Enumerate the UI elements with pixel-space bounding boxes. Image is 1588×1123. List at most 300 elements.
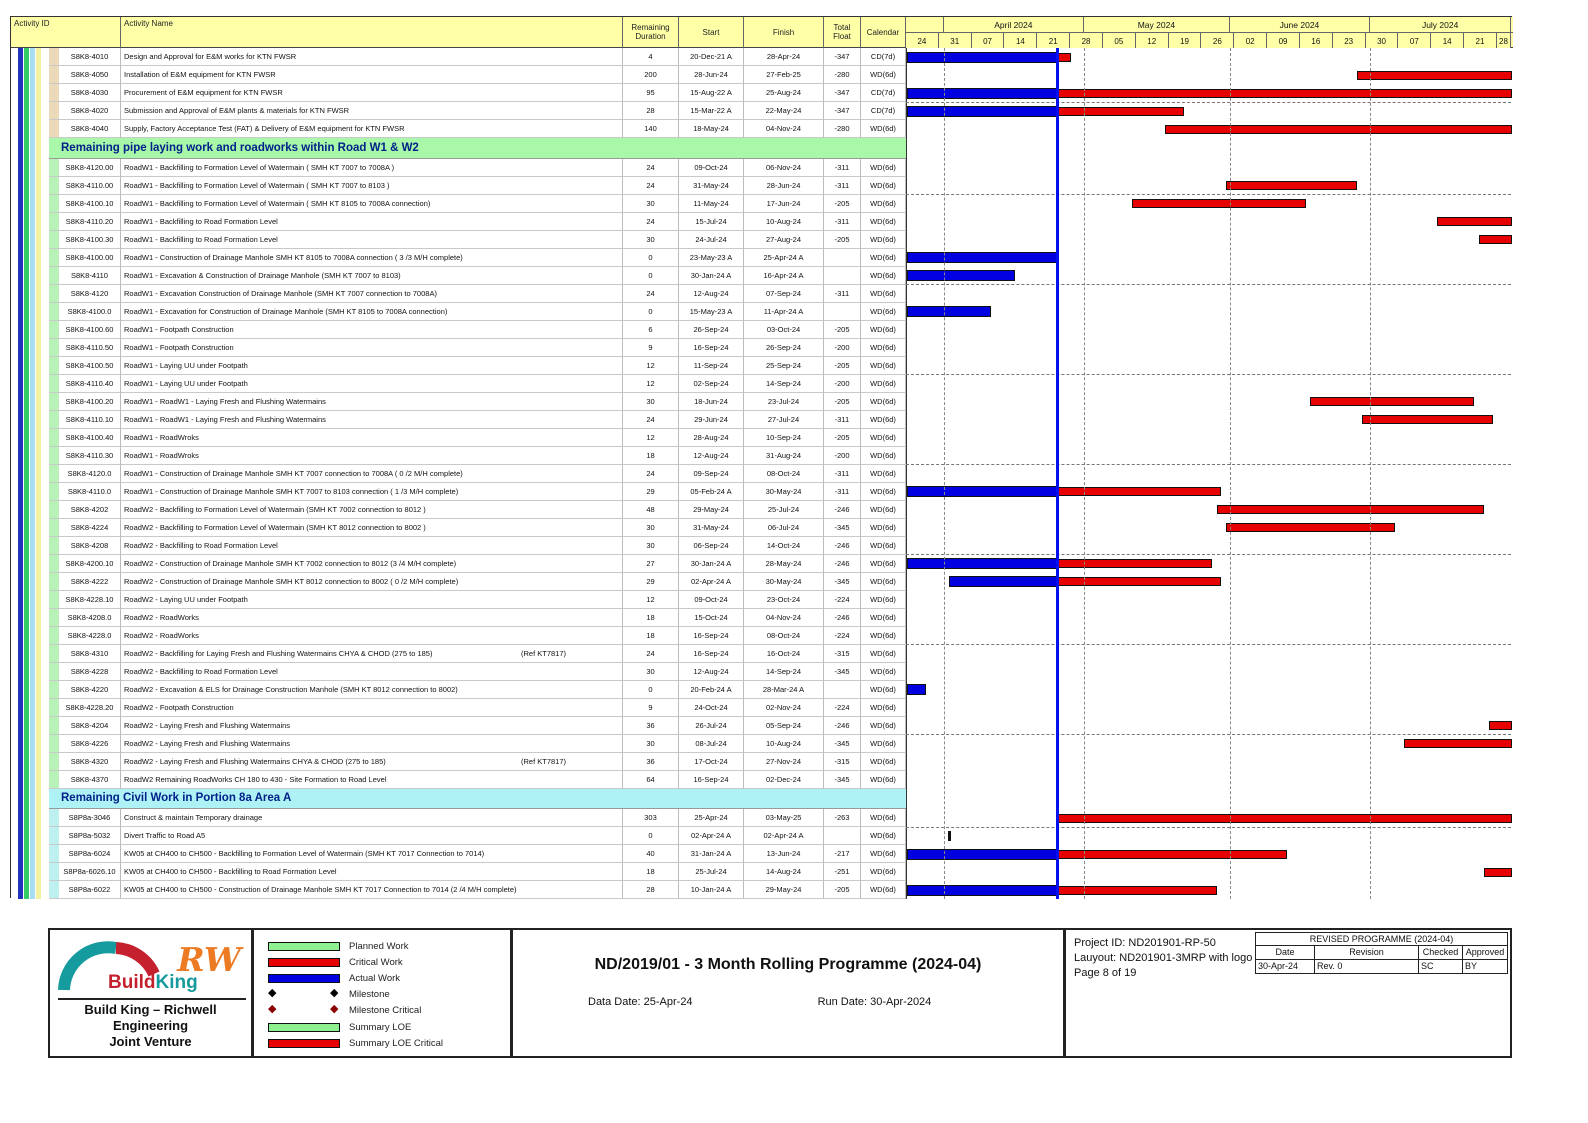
gantt-bar-critical [1310, 397, 1474, 406]
activity-id-cell: S8K8-4228 [59, 663, 121, 681]
wbs-section-stripe [49, 681, 59, 699]
total-float-cell: -224 [824, 591, 861, 609]
gantt-lane [906, 48, 1513, 66]
gantt-lane [906, 321, 1513, 339]
gantt-lane [906, 303, 1513, 321]
activity-name-cell: RoadW2 - Backfilling to Road Formation Level [121, 663, 623, 681]
gantt-lane [906, 845, 1513, 863]
wbs-gutter [11, 213, 49, 231]
activity-name-cell: RoadW1 - RoadW1 - Laying Fresh and Flushing Watermains [121, 393, 623, 411]
run-date-label: Run Date: 30-Apr-2024 [817, 996, 932, 1008]
wbs-section-stripe [49, 159, 59, 177]
finish-date-cell: 27-Feb-25 [744, 66, 824, 84]
timeline-week-cell: 28 [1497, 33, 1511, 49]
gantt-bar-actual [907, 558, 1057, 569]
activity-id-cell: S8K8-4200.10 [59, 555, 121, 573]
legend-label: Actual Work [349, 972, 401, 984]
start-date-cell: 17-Oct-24 [679, 753, 744, 771]
finish-date-cell: 17-Jun-24 [744, 195, 824, 213]
gantt-lane [906, 429, 1513, 447]
start-date-cell: 16-Sep-24 [679, 627, 744, 645]
total-float-cell: -263 [824, 809, 861, 827]
start-date-cell: 16-Sep-24 [679, 339, 744, 357]
activity-name-cell: RoadW2 - Laying Fresh and Flushing Watermains CHYA & CHOD (275 to 185) (Ref KT7817) [121, 753, 623, 771]
start-date-cell: 24-Jul-24 [679, 231, 744, 249]
wbs-gutter [11, 321, 49, 339]
wbs-gutter [11, 102, 49, 120]
activity-name-cell: RoadW2 - Backfilling to Road Formation Level [121, 537, 623, 555]
remaining-duration-cell: 30 [623, 393, 679, 411]
activity-id-cell: S8K8-4208.0 [59, 609, 121, 627]
wbs-gutter [11, 48, 49, 66]
brand-king: King [155, 972, 198, 993]
timeline-week-cell: 12 [1136, 33, 1169, 49]
activity-id-cell: S8K8-4050 [59, 66, 121, 84]
wbs-section-stripe [49, 411, 59, 429]
wbs-gutter [11, 627, 49, 645]
activity-row [11, 267, 1513, 285]
gantt-lane [906, 84, 1513, 102]
timeline-months [906, 17, 1513, 32]
activity-id-cell: S8K8-4110.30 [59, 447, 121, 465]
wbs-section-stripe [49, 519, 59, 537]
calendar-cell: WD(6d) [861, 645, 906, 663]
activity-row [11, 285, 1513, 303]
remaining-duration-cell: 4 [623, 48, 679, 66]
activity-id-cell: S8K8-4120.0 [59, 465, 121, 483]
milestone-diamond-icon: ◆ [268, 1002, 277, 1015]
wbs-gutter [11, 159, 49, 177]
calendar-cell: WD(6d) [861, 303, 906, 321]
activity-id-cell: S8K8-4370 [59, 771, 121, 789]
wbs-gutter [11, 195, 49, 213]
calendar-cell: WD(6d) [861, 249, 906, 267]
start-date-cell: 11-Sep-24 [679, 357, 744, 375]
wbs-section-stripe [49, 303, 59, 321]
wbs-section-stripe [49, 102, 59, 120]
calendar-cell: WD(6d) [861, 735, 906, 753]
total-float-cell: -205 [824, 357, 861, 375]
activity-row [11, 102, 1513, 120]
calendar-cell: WD(6d) [861, 120, 906, 138]
activity-id-cell: S8P8a-3046 [59, 809, 121, 827]
activity-row [11, 809, 1513, 827]
remaining-duration-cell: 24 [623, 411, 679, 429]
gantt-lane [906, 717, 1513, 735]
start-date-cell: 16-Sep-24 [679, 645, 744, 663]
activity-name-cell: KW05 at CH400 to CH500 - Backfilling to Road Formation Level [121, 863, 623, 881]
gantt-lane [906, 66, 1513, 84]
calendar-cell: WD(6d) [861, 827, 906, 845]
activity-name-cell: Procurement of E&M equipment for KTN FWSR [121, 84, 623, 102]
wbs-section-stripe [49, 48, 59, 66]
activity-id-cell: S8K8-4030 [59, 84, 121, 102]
gantt-lane [906, 663, 1513, 681]
timeline-header [906, 17, 1513, 48]
total-float-cell: -217 [824, 845, 861, 863]
activity-name-cell: RoadW1 - RoadW1 - Laying Fresh and Flushing Watermains [121, 411, 623, 429]
activity-row [11, 159, 1513, 177]
activity-name-cell: RoadW2 - Laying Fresh and Flushing Watermains [121, 735, 623, 753]
calendar-cell: WD(6d) [861, 177, 906, 195]
total-float-cell: -224 [824, 627, 861, 645]
revision-cell: SC [1419, 960, 1463, 974]
start-date-cell: 18-May-24 [679, 120, 744, 138]
total-float-cell: -311 [824, 465, 861, 483]
wbs-gutter [11, 120, 49, 138]
activity-name-cell: RoadW2 - Backfilling for Laying Fresh and Flushing Watermains CHYA & CHOD (275 to 185) (Ref KT7817) [121, 645, 623, 663]
calendar-cell: WD(6d) [861, 213, 906, 231]
activity-id-cell: S8K8-4020 [59, 102, 121, 120]
wbs-gutter [11, 845, 49, 863]
timeline-month-cell: May 2024 [1084, 17, 1229, 32]
total-float-cell: -246 [824, 501, 861, 519]
activity-name-cell: RoadW1 - Backfilling to Formation Level of Watermain ( SMH KT 7007 to 8103 ) [121, 177, 623, 195]
finish-date-cell: 14-Aug-24 [744, 863, 824, 881]
finish-date-cell: 30-May-24 [744, 483, 824, 501]
activity-row [11, 483, 1513, 501]
activity-row [11, 591, 1513, 609]
revision-cell: 30-Apr-24 [1255, 960, 1315, 974]
total-float-cell [824, 827, 861, 845]
total-float-cell: -315 [824, 645, 861, 663]
start-date-cell: 09-Oct-24 [679, 591, 744, 609]
remaining-duration-cell: 12 [623, 375, 679, 393]
calendar-cell: WD(6d) [861, 573, 906, 591]
calendar-cell: WD(6d) [861, 447, 906, 465]
finish-date-cell: 25-Apr-24 A [744, 249, 824, 267]
activity-row [11, 213, 1513, 231]
calendar-cell: WD(6d) [861, 339, 906, 357]
legend-milestone-swatch [268, 1002, 340, 1017]
wbs-gutter [11, 881, 49, 899]
finish-date-cell: 11-Apr-24 A [744, 303, 824, 321]
remaining-duration-cell: 24 [623, 213, 679, 231]
activity-row [11, 177, 1513, 195]
table-header-row [11, 17, 1513, 48]
activity-name-cell: RoadW2 - Footpath Construction [121, 699, 623, 717]
gantt-lane [906, 375, 1513, 393]
start-date-cell: 10-Jan-24 A [679, 881, 744, 899]
revision-table [1255, 932, 1508, 974]
gantt-lane [906, 573, 1513, 591]
remaining-duration-cell: 303 [623, 809, 679, 827]
finish-date-cell: 08-Oct-24 [744, 627, 824, 645]
timeline-month-cell: July 2024 [1370, 17, 1511, 32]
revision-table-title: REVISED PROGRAMME (2024-04) [1255, 932, 1508, 946]
total-float-cell: -200 [824, 339, 861, 357]
wbs-section-stripe [49, 753, 59, 771]
gantt-lane [906, 789, 1513, 810]
gantt-bar-critical [1057, 559, 1212, 568]
start-date-cell: 12-Aug-24 [679, 447, 744, 465]
revision-cell: BY [1463, 960, 1508, 974]
wbs-section-stripe [49, 699, 59, 717]
total-float-cell: -205 [824, 881, 861, 899]
start-date-cell: 15-Mar-22 A [679, 102, 744, 120]
activity-name-cell: RoadW1 - Excavation & Construction of Drainage Manhole (SMH KT 7007 to 8103) [121, 267, 623, 285]
revision-col-header: Date [1255, 946, 1315, 960]
wbs-section-stripe [49, 249, 59, 267]
timeline-month-cell [906, 17, 944, 32]
activity-row [11, 303, 1513, 321]
finish-date-cell: 08-Oct-24 [744, 465, 824, 483]
finish-date-cell: 06-Jul-24 [744, 519, 824, 537]
activity-row [11, 827, 1513, 845]
finish-date-cell: 02-Nov-24 [744, 699, 824, 717]
calendar-cell: WD(6d) [861, 159, 906, 177]
legend-item [268, 987, 510, 1003]
activity-row [11, 537, 1513, 555]
legend [253, 928, 512, 1058]
calendar-cell: WD(6d) [861, 483, 906, 501]
activity-name-cell: RoadW1 - RoadWroks [121, 429, 623, 447]
activity-name-cell: RoadW1 - Laying UU under Footpath [121, 357, 623, 375]
finish-date-cell: 02-Dec-24 [744, 771, 824, 789]
timeline-weeks [906, 32, 1513, 49]
activity-row [11, 249, 1513, 267]
legend-item [268, 1019, 510, 1035]
activity-row [11, 699, 1513, 717]
remaining-duration-cell: 30 [623, 195, 679, 213]
finish-date-cell: 07-Sep-24 [744, 285, 824, 303]
activity-ref-label: (Ref KT7817) [521, 756, 567, 766]
gantt-lane [906, 863, 1513, 881]
total-float-cell: -311 [824, 159, 861, 177]
wbs-section-stripe [49, 357, 59, 375]
wbs-section-stripe [49, 645, 59, 663]
gantt-lane [906, 120, 1513, 138]
timeline-week-cell: 14 [1431, 33, 1464, 49]
gantt-bar-critical [1484, 868, 1512, 877]
data-date-label: Data Date: 25-Apr-24 [588, 996, 693, 1008]
wbs-section-stripe [49, 663, 59, 681]
legend-item [268, 954, 510, 970]
gantt-bar-critical [1057, 850, 1287, 859]
gantt-bar-critical [1217, 505, 1484, 514]
remaining-duration-cell: 0 [623, 681, 679, 699]
total-float-cell: -246 [824, 609, 861, 627]
start-date-cell: 31-Jan-24 A [679, 845, 744, 863]
gantt-lane [906, 681, 1513, 699]
total-float-cell: -280 [824, 120, 861, 138]
gantt-lane [906, 627, 1513, 645]
remaining-duration-cell: 64 [623, 771, 679, 789]
schedule-sheet [10, 16, 1512, 898]
gantt-lane [906, 591, 1513, 609]
column-header-calendar: Calendar [861, 17, 906, 48]
total-float-cell: -200 [824, 447, 861, 465]
programme-title-box [512, 928, 1065, 1058]
company-line2: Joint Venture [109, 1034, 192, 1049]
start-date-cell: 28-Aug-24 [679, 429, 744, 447]
activity-row [11, 681, 1513, 699]
milestone-diamond-icon: ◆ [330, 1002, 339, 1015]
wbs-section-stripe [49, 339, 59, 357]
gantt-bar-critical [1057, 886, 1216, 895]
activity-id-cell: S8K8-4320 [59, 753, 121, 771]
legend-bar-swatch [268, 974, 340, 983]
remaining-duration-cell: 30 [623, 519, 679, 537]
total-float-cell: -345 [824, 663, 861, 681]
total-float-cell: -246 [824, 555, 861, 573]
wbs-section-stripe [49, 845, 59, 863]
wbs-gutter [11, 771, 49, 789]
activity-row [11, 717, 1513, 735]
gantt-lane [906, 519, 1513, 537]
timeline-month-cell: June 2024 [1230, 17, 1371, 32]
gantt-lane [906, 195, 1513, 213]
gantt-lane [906, 609, 1513, 627]
activity-ref-label: (Ref KT7817) [521, 648, 567, 658]
activity-name-cell: Design and Approval for E&M works for KTN FWSR [121, 48, 623, 66]
gantt-bar-actual [907, 684, 926, 695]
activity-row [11, 48, 1513, 66]
activity-id-cell: S8K8-4110.10 [59, 411, 121, 429]
activity-row [11, 663, 1513, 681]
remaining-duration-cell: 18 [623, 627, 679, 645]
gantt-bar-actual [907, 52, 1057, 63]
column-header-finish: Finish [744, 17, 824, 48]
wbs-section-stripe [49, 267, 59, 285]
total-float-cell: -311 [824, 411, 861, 429]
column-header-activity-name: Activity Name [121, 17, 623, 48]
wbs-section-stripe [49, 483, 59, 501]
project-info [1074, 936, 1254, 981]
calendar-cell: WD(6d) [861, 845, 906, 863]
calendar-cell: WD(6d) [861, 66, 906, 84]
start-date-cell: 25-Apr-24 [679, 809, 744, 827]
start-date-cell: 29-Jun-24 [679, 411, 744, 429]
gantt-lane [906, 465, 1513, 483]
column-header-total-float: Total Float [824, 17, 861, 48]
finish-date-cell: 26-Sep-24 [744, 339, 824, 357]
remaining-duration-cell: 30 [623, 537, 679, 555]
activity-name-cell: RoadW1 - Construction of Drainage Manhole SMH KT 7007 to 8103 connection ( 1 /3 M/H complete) [121, 483, 623, 501]
logo-divider [58, 998, 246, 1000]
total-float-cell: -200 [824, 375, 861, 393]
activity-name-cell: RoadW1 - Backfilling to Road Formation Level [121, 231, 623, 249]
start-date-cell: 02-Sep-24 [679, 375, 744, 393]
activity-name-cell: RoadW1 - Construction of Drainage Manhole SMH KT 7007 connection to 7008A ( 0 /2 M/H complete) [121, 465, 623, 483]
timeline-week-cell: 24 [906, 33, 939, 49]
wbs-section-stripe [49, 537, 59, 555]
section-header-band: Remaining Civil Work in Portion 8a Area A [49, 789, 906, 810]
wbs-gutter [11, 645, 49, 663]
activity-row [11, 465, 1513, 483]
milestone-diamond-icon: ◆ [330, 986, 339, 999]
remaining-duration-cell: 0 [623, 303, 679, 321]
activity-name-cell: RoadW2 - Laying UU under Footpath [121, 591, 623, 609]
total-float-cell: -205 [824, 393, 861, 411]
finish-date-cell: 25-Aug-24 [744, 84, 824, 102]
wbs-section-stripe [49, 195, 59, 213]
activity-name-cell: RoadW2 - Excavation & ELS for Drainage Construction Manhole (SMH KT 8012 connection to 8002) [121, 681, 623, 699]
activity-row [11, 393, 1513, 411]
gantt-lane [906, 102, 1513, 120]
finish-date-cell: 28-Apr-24 [744, 48, 824, 66]
gantt-bar-critical [1362, 415, 1493, 424]
wbs-gutter [11, 66, 49, 84]
wbs-gutter [11, 591, 49, 609]
gantt-bar-actual [907, 88, 1057, 99]
gantt-lane [906, 138, 1513, 159]
total-float-cell: -345 [824, 735, 861, 753]
finish-date-cell: 13-Jun-24 [744, 845, 824, 863]
activity-name-cell: RoadW1 - Footpath Construction [121, 339, 623, 357]
remaining-duration-cell: 29 [623, 573, 679, 591]
activity-name-cell: RoadW2 - Construction of Drainage Manhole SMH KT 8012 connection to 8002 ( 0 /2 M/H complete) [121, 573, 623, 591]
wbs-section-stripe [49, 120, 59, 138]
wbs-section-stripe [49, 735, 59, 753]
gantt-bar-critical [1057, 107, 1184, 116]
wbs-section-stripe [49, 393, 59, 411]
activity-row [11, 753, 1513, 771]
activity-row [11, 357, 1513, 375]
wbs-section-stripe [49, 231, 59, 249]
wbs-gutter [11, 429, 49, 447]
start-date-cell: 12-Aug-24 [679, 285, 744, 303]
start-date-cell: 05-Feb-24 A [679, 483, 744, 501]
calendar-cell: CD(7d) [861, 102, 906, 120]
revision-col-header: Checked [1419, 946, 1463, 960]
remaining-duration-cell: 36 [623, 753, 679, 771]
project-info-box [1065, 928, 1512, 1058]
timeline-week-cell: 23 [1333, 33, 1366, 49]
remaining-duration-cell: 9 [623, 339, 679, 357]
title-block [48, 928, 1512, 1058]
wbs-gutter [11, 231, 49, 249]
activity-row [11, 195, 1513, 213]
remaining-duration-cell: 29 [623, 483, 679, 501]
gantt-lane [906, 339, 1513, 357]
activity-row [11, 321, 1513, 339]
total-float-cell [824, 267, 861, 285]
activity-id-cell: S8K8-4224 [59, 519, 121, 537]
remaining-duration-cell: 0 [623, 827, 679, 845]
activity-row [11, 573, 1513, 591]
finish-date-cell: 10-Aug-24 [744, 735, 824, 753]
gantt-bar-actual [907, 885, 1057, 896]
remaining-duration-cell: 6 [623, 321, 679, 339]
section-header-row [11, 789, 1513, 810]
finish-date-cell: 03-Oct-24 [744, 321, 824, 339]
total-float-cell: -347 [824, 102, 861, 120]
remaining-duration-cell: 30 [623, 735, 679, 753]
start-date-cell: 15-Aug-22 A [679, 84, 744, 102]
start-date-cell: 26-Jul-24 [679, 717, 744, 735]
activity-id-cell: S8P8a-6024 [59, 845, 121, 863]
timeline-week-cell: 14 [1004, 33, 1037, 49]
activity-name-cell: RoadW2 - Backfilling to Formation Level of Watermain (SMH KT 7002 connection to 8012 ) [121, 501, 623, 519]
calendar-cell: WD(6d) [861, 699, 906, 717]
activity-row [11, 501, 1513, 519]
start-date-cell: 15-Oct-24 [679, 609, 744, 627]
remaining-duration-cell: 0 [623, 267, 679, 285]
activity-id-cell: S8K8-4110.50 [59, 339, 121, 357]
calendar-cell: CD(7d) [861, 48, 906, 66]
gantt-lane [906, 881, 1513, 899]
finish-date-cell: 27-Aug-24 [744, 231, 824, 249]
gantt-lane [906, 555, 1513, 573]
total-float-cell: -315 [824, 753, 861, 771]
revision-col-header: Revision [1315, 946, 1419, 960]
total-float-cell: -311 [824, 177, 861, 195]
wbs-section-stripe [49, 591, 59, 609]
activity-row [11, 609, 1513, 627]
activity-id-cell: S8K8-4010 [59, 48, 121, 66]
wbs-gutter [11, 573, 49, 591]
